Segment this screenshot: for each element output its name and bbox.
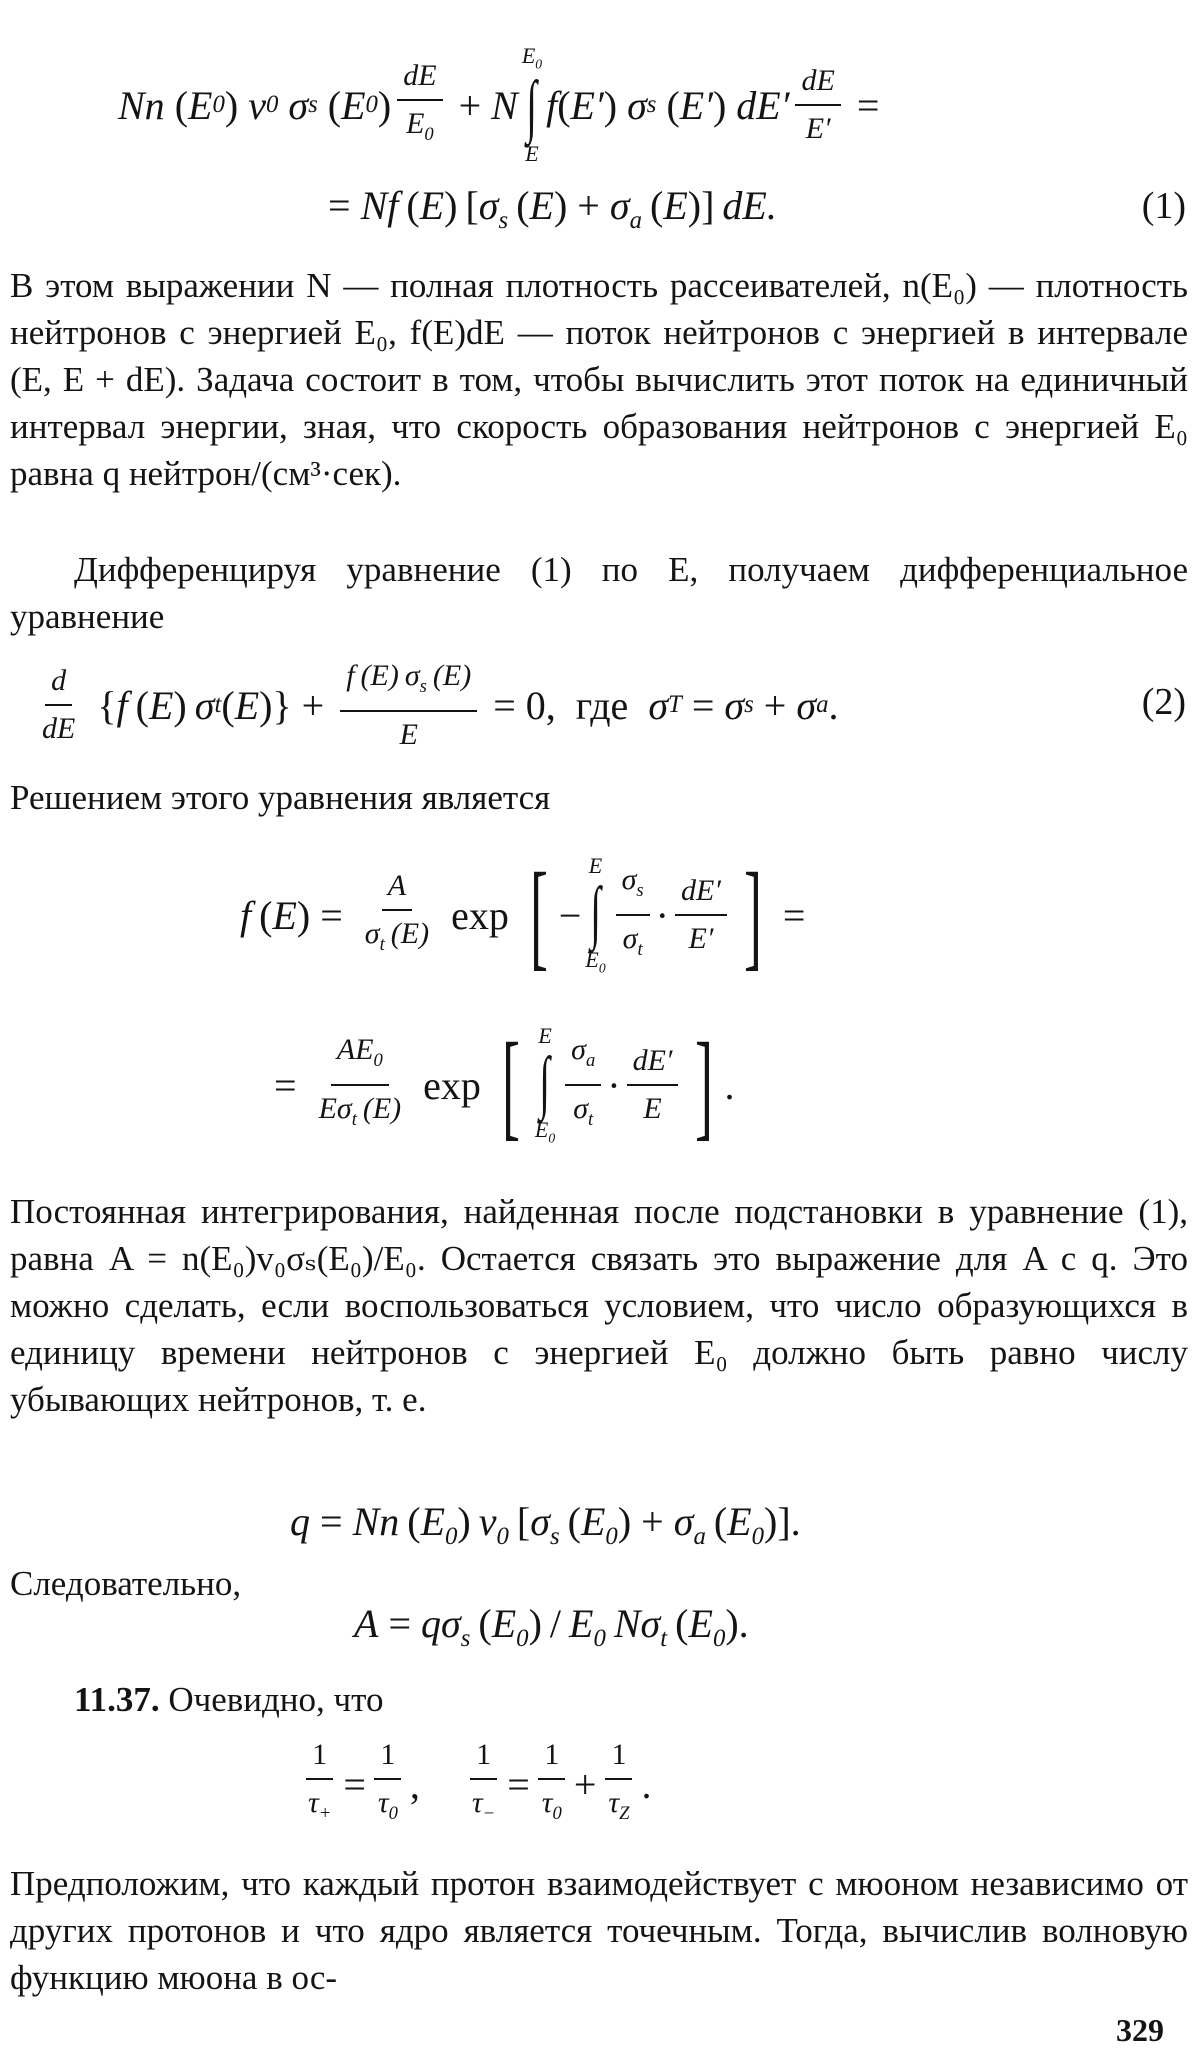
equation-1-line-1: Nn ( E 0 ) v 0 σ s ( E 0 ) $\frac{dE}{E_0}$ + N $E_0$ ∫ E f ( E′ ) σ s ( E′ ) dE′ $\frac{dE}{E'}$ = xyxy=(118,42,880,167)
paragraph-6 xyxy=(10,1676,1188,1723)
paragraph-1 xyxy=(10,262,1188,497)
paragraph-6-text: Очевидно, что xyxy=(168,1680,384,1719)
equation-3-line-1: f ( E ) = $\frac{A}{\sigma_t (E)}$ exp [ − E ∫ $E_0$ $\frac{\sigma_s}{\sigma_t}$ · $\frac{dE'}{E'}$ ] = xyxy=(240,848,806,981)
equation-6: $\frac{1}{\tau_+}$ = $\frac{1}{\tau_0}$ , $\frac{1}{\tau_-}$ = $\frac{1}{\tau_0}$ + $\frac{1}{\tau_Z}$ . xyxy=(296,1728,652,1840)
equation-1-number: (1) xyxy=(1141,185,1186,227)
paragraph-7 xyxy=(10,1860,1188,2001)
problem-11-37 xyxy=(10,1676,1188,1723)
equation-4: q = Nn $(E_0)$ $v_0$ [$\sigma_s$ $(E_0) + \sigma_a$ $(E_0)$]. xyxy=(290,1499,801,1550)
paragraph-2-text: Дифференцируя уравнение (1) по E, получаем дифференциальное уравнение xyxy=(10,550,1188,636)
paragraph-3-text: Решением этого уравнения является xyxy=(10,778,551,817)
equation-2: $\frac{d}{dE}$ { f ( E ) σ t ( E )} + $\frac{f (E) \sigma_s (E)}{E}$ = 0, где σ T = σ s + σ a . xyxy=(30,650,839,760)
paragraph-3 xyxy=(10,774,1188,821)
equation-1-line-2: = Nf (E) [$\sigma_s$ $(E) + \sigma_a$ (E)] dE. xyxy=(328,183,777,234)
problem-number: 11.37. xyxy=(74,1680,160,1719)
equation-2-number: (2) xyxy=(1141,681,1186,723)
equation-3-line-2: = $\frac{AE_0}{E\sigma_t (E)}$ exp [ E ∫ $E_0$ $\frac{\sigma_a}{\sigma_t}$ · $\frac{dE'}{E}$ ] . xyxy=(274,1018,735,1151)
paragraph-1-text: В этом выражении N — полная плотность рассеивателей, n(E₀) — плотность нейтронов с энергией E₀, f(E)dE — поток нейтронов с энергией в интервале (E, E + dE). Задача состоит в том, чтобы вычислить этот поток на единичный интервал энергии, зная, что скорость образования нейтронов с энергией E₀ равна q нейтрон/(см³·сек). xyxy=(10,266,1188,493)
paragraph-2 xyxy=(10,546,1188,640)
page-number: 329 xyxy=(1116,2012,1164,2048)
equation-5: $A = q\sigma_s$ $(E_0) / E_0$ $N\sigma_t$ $(E_0)$. xyxy=(354,1601,749,1652)
paragraph-7-text: Предположим, что каждый протон взаимодействует с мюоном независимо от других протонов и что ядро является точечным. Тогда, вычислив волновую функцию мюона в ос- xyxy=(10,1864,1188,1997)
paragraph-4-text: Постоянная интегрирования, найденная после подстановки в уравнение (1), равна A = n(E₀)v₀σₛ(E₀)/E₀. Остается связать это выражение для A с q. Это можно сделать, если воспользоваться условием, что число образующихся в единицу времени нейтронов с энергией E₀ должно быть равно числу убывающих нейтронов, т. е. xyxy=(10,1192,1188,1419)
paragraph-5-text: Следовательно, xyxy=(10,1564,242,1603)
paragraph-4 xyxy=(10,1188,1188,1423)
